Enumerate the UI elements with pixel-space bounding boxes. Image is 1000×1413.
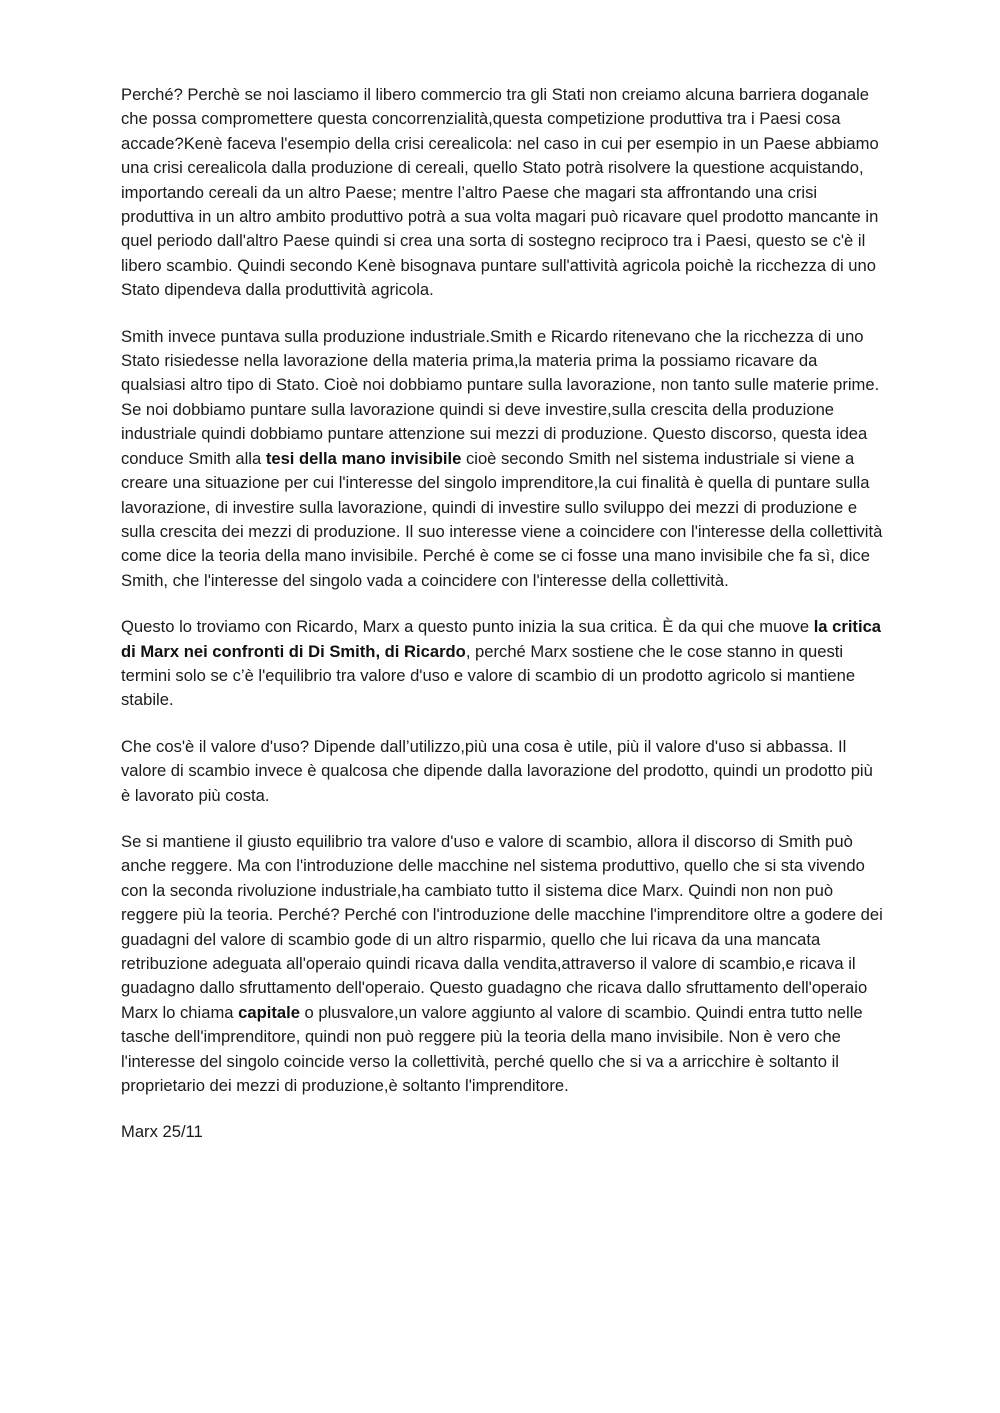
paragraph-smith-mano-invisibile bbox=[121, 325, 883, 593]
paragraph-plusvalore bbox=[121, 830, 883, 1098]
paragraph-text: cioè secondo Smith nel sistema industriale si viene a creare una situazione per cui l'interesse del singolo imprenditore,la cui finalità è quella di puntare sulla lavorazione, di investire sulla lavorazione, quindi di investire sullo sviluppo dei mezzi di produzione e sulla crescita dei mezzi di produzione. Il suo interesse viene a coincidere con l'interesse della collettività come dice la teoria della mano invisibile. Perché è come se ci fosse una mano invisibile che fa sì, dice Smith, che l'interesse del singolo vada a coincidere con l'interesse della collettività. bbox=[121, 448, 883, 590]
paragraph-text: Che cos'è il valore d'uso? Dipende dall’utilizzo,più una cosa è utile, più il valore d'uso si abbassa. Il valore di scambio invece è qualcosa che dipende dalla lavorazione del prodotto, quindi un prodotto più è lavorato più costa. bbox=[121, 736, 873, 805]
paragraph-text: o plusvalore,un valore aggiunto al valore di scambio. Quindi entra tutto nelle tasche dell'imprenditore, quindi non può reggere più la teoria della mano invisibile. Non è vero che l'interesse del singolo coincide verso la collettività, perché quello che si va a arricchire è soltanto il proprietario dei mezzi di produzione,è soltanto l'imprenditore. bbox=[121, 1002, 863, 1096]
bold-term-mano-invisibile: tesi della mano invisibile bbox=[265, 448, 462, 468]
paragraph-text: Smith invece puntava sulla produzione industriale.Smith e Ricardo ritenevano che la ricchezza di uno Stato risiedesse nella lavorazione della materia prima,la materia prima la possiamo ricavare da qualsiasi altro tipo di Stato. Cioè noi dobbiamo puntare sulla lavorazione, non tanto sulle materie prime. Se noi dobbiamo puntare sulla lavorazione quindi si deve investire,sulla crescita della produzione industriale quindi dobbiamo puntare attenzione sui mezzi di produzione. Questo discorso, questa idea conduce Smith alla bbox=[121, 326, 880, 468]
document-page bbox=[121, 83, 883, 1145]
paragraph-text: Perché? Perchè se noi lasciamo il libero commercio tra gli Stati non creiamo alcuna barriera doganale che possa compromettere questa concorrenzialità,questa competizione produttiva tra i Paesi cosa accade?Kenè faceva l'esempio della crisi cerealicola: nel caso in cui per esempio in un Paese abbiamo una crisi cerealicola dalla produzione di cereali, quello Stato potrà risolvere la questione acquistando, importando cereali da un altro Paese; mentre l’altro Paese che magari sta affrontando una crisi produttiva in un altro ambito produttivo potrà a sua volta magari può ricavare quel prodotto mancante in quel periodo dall'altro Paese quindi si crea una sorta di sostegno reciproco tra i Paesi, questo se c'è il libero scambio. Quindi secondo Kenè bisognava puntare sull'attività agricola poichè la ricchezza di uno Stato dipendeva dalla produttività agricola. bbox=[121, 85, 879, 300]
paragraph-libero-scambio bbox=[121, 83, 883, 303]
paragraph-text: Se si mantiene il giusto equilibrio tra valore d'uso e valore di scambio, allora il discorso di Smith può anche reggere. Ma con l'introduzione delle macchine nel sistema produttivo, quello che si sta vivendo con la seconda rivoluzione industriale,ha cambiato tutto il sistema dice Marx. Quindi non non può reggere più la teoria. Perché? Perché con l'introduzione delle macchine l'imprenditore oltre a godere dei guadagni del valore di scambio gode di un altro risparmio, quello che lui ricava da una mancata retribuzione adeguata all'operaio quindi ricava dalla vendita,attraverso il valore di scambio,e ricava il guadagno dallo sfruttamento dell'operaio. Questo guadagno che ricava dallo sfruttamento dell'operaio Marx lo chiama bbox=[121, 831, 883, 1022]
paragraph-critica-marx bbox=[121, 615, 883, 713]
paragraph-text: , perché Marx sostiene che le cose stanno in questi termini solo se c’è l'equilibrio tra valore d'uso e valore di scambio di un prodotto agricolo si mantiene stabile. bbox=[121, 641, 856, 710]
bold-term-critica-marx: la critica di Marx nei confronti di Di Smith, di Ricardo bbox=[121, 617, 882, 661]
paragraph-text: Questo lo troviamo con Ricardo, Marx a questo punto inizia la sua critica. È da qui che muove bbox=[121, 617, 814, 637]
paragraph-valore-uso bbox=[121, 735, 883, 808]
footer-note: Marx 25/11 bbox=[121, 1122, 203, 1142]
bold-term-capitale: capitale bbox=[238, 1002, 300, 1022]
